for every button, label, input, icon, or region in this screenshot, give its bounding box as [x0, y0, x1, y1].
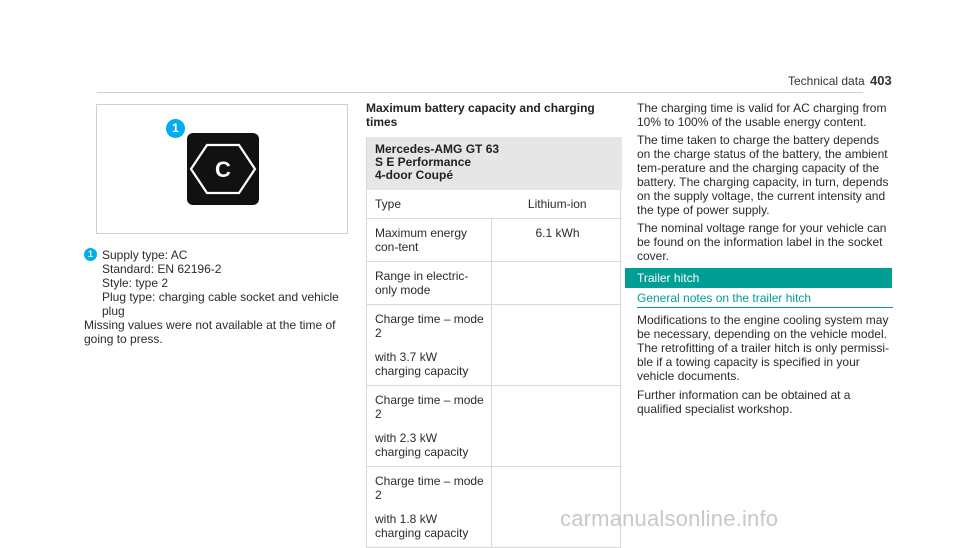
legend-line: Style: type 2	[102, 276, 169, 290]
table-row	[367, 219, 622, 262]
table-row	[367, 305, 622, 386]
row-label: Maximum energy con-tent	[367, 219, 492, 262]
row-label-main: Charge time – mode 2	[375, 393, 484, 421]
charging-socket-icon	[187, 133, 259, 205]
row-label-main: Charge time – mode 2	[375, 312, 484, 340]
section-heading-trailer-hitch: Trailer hitch	[625, 268, 892, 288]
row-label: Range in electric-only mode	[367, 262, 492, 305]
row-value: Lithium-ion	[492, 190, 623, 219]
row-label-main: Charge time – mode 2	[375, 474, 484, 502]
paragraph: The nominal voltage range for your vehicle can be found on the information label in the socket cover.	[637, 221, 887, 263]
paragraph: Further information can be obtained at a qualified specialist workshop.	[637, 388, 851, 416]
row-value	[492, 305, 623, 386]
legend-line: Supply type: AC	[102, 248, 188, 262]
paragraph: The charging time is valid for AC charging from 10% to 100% of the usable energy content.	[637, 101, 887, 129]
trailer-notes	[637, 313, 893, 421]
model-header	[367, 137, 622, 190]
row-label	[367, 305, 492, 386]
row-value	[492, 262, 623, 305]
row-label	[367, 467, 492, 548]
row-value	[492, 386, 623, 467]
legend	[84, 248, 354, 346]
figure-callout-badge: 1	[166, 119, 185, 138]
legend-note: Missing values were not available at the time of going to press.	[84, 318, 336, 346]
page-number: 403	[870, 73, 892, 88]
table-row	[367, 262, 622, 305]
model-line: 4-door Coupé	[375, 168, 453, 182]
paragraph: The time taken to charge the battery depends on the charge status of the battery, the ambient tem-perature and the charging capacity of the battery. The charging capacity, in turn, depends on the supply voltage, the current intensity and the type of power supply.	[637, 133, 889, 217]
model-line: S E Performance	[375, 155, 472, 169]
charging-notes	[637, 101, 893, 267]
header-divider	[97, 92, 863, 93]
paragraph: Modifications to the engine cooling system may be necessary, depending on the vehicle model. The retrofitting of a trailer hitch is only permissi-ble if a towing capacity is specified in your vehicle documents.	[637, 313, 890, 383]
table-row	[367, 386, 622, 467]
row-label: Type	[367, 190, 492, 219]
row-label-sub: with 2.3 kW charging capacity	[375, 431, 469, 459]
legend-badge: 1	[84, 248, 97, 261]
legend-line: Plug type: charging cable socket and vehicle plug	[102, 290, 339, 318]
table-row	[367, 190, 622, 219]
table-title: Maximum battery capacity and charging times	[366, 101, 595, 129]
watermark: carmanualsonline.info	[560, 506, 779, 531]
subsection-heading: General notes on the trailer hitch	[637, 291, 893, 308]
row-value: 6.1 kWh	[492, 219, 623, 262]
header-title: Technical data	[788, 74, 865, 88]
row-label-sub: with 3.7 kW charging capacity	[375, 350, 469, 378]
row-label	[367, 386, 492, 467]
capacity-table	[367, 137, 622, 547]
row-label-sub: with 1.8 kW charging capacity	[375, 512, 469, 540]
socket-letter: C	[215, 157, 231, 182]
capacity-table-section	[366, 101, 621, 548]
legend-line: Standard: EN 62196-2	[102, 262, 222, 276]
model-line: Mercedes-AMG GT 63	[375, 142, 500, 156]
